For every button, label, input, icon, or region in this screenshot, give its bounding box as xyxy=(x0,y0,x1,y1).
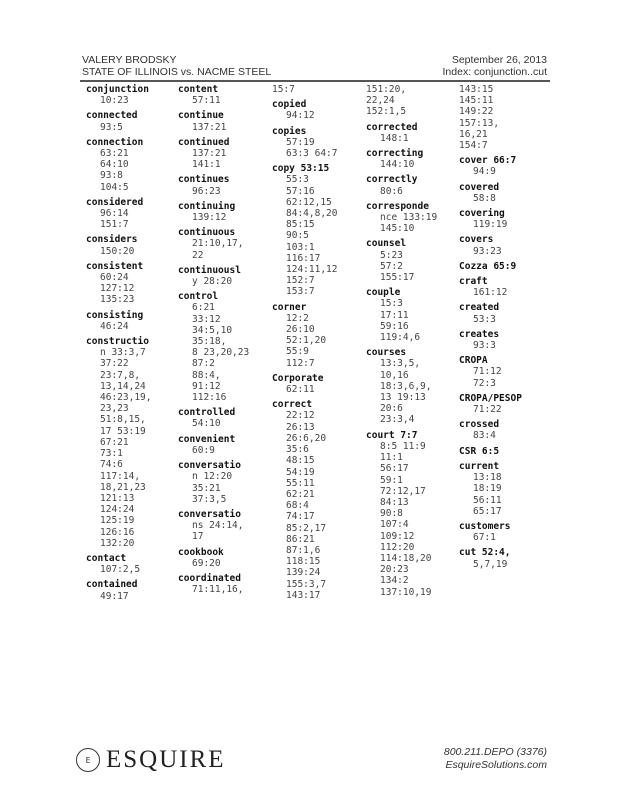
index-term: controlled xyxy=(178,407,236,419)
page-line-reference: 18:19 xyxy=(473,483,502,495)
page-line-reference: 23:7,8, xyxy=(100,369,141,381)
page-line-reference: y 28:20 xyxy=(192,276,233,288)
page-line-reference: 155:3,7 xyxy=(286,578,327,590)
page-line-reference: 57:11 xyxy=(192,95,221,107)
page-line-reference: 21:10,17, xyxy=(192,238,244,250)
page-line-reference: 17:11 xyxy=(380,309,409,321)
page-line-reference: 154:7 xyxy=(459,140,488,152)
page-line-reference: 48:15 xyxy=(286,455,315,467)
page-line-reference: 46:23,19, xyxy=(100,392,152,404)
index-entry xyxy=(272,99,366,121)
index-term: cookbook xyxy=(178,546,224,558)
page-line-reference: 139:24 xyxy=(286,567,321,579)
index-term: cut 52:4, xyxy=(459,547,511,559)
index-term: constructio xyxy=(86,336,149,348)
page-line-reference: 85:2,17 xyxy=(286,522,327,534)
page-line-reference: 8:5 11:9 xyxy=(380,440,426,452)
index-entry xyxy=(459,261,553,272)
index-term: counsel xyxy=(366,238,407,250)
index-term: contact xyxy=(86,552,127,564)
page-line-reference: 90:8 xyxy=(380,508,403,520)
index-entry xyxy=(459,84,553,151)
page-line-reference: 84:4,8,20 xyxy=(286,208,338,220)
index-entry xyxy=(86,234,180,256)
index-term: created xyxy=(459,302,500,314)
index-column xyxy=(272,84,366,605)
index-entry xyxy=(86,579,180,601)
header-right xyxy=(443,54,547,78)
page-line-reference: 60:24 xyxy=(100,272,129,284)
index-entry xyxy=(86,261,180,306)
index-entry xyxy=(459,446,553,457)
page-line-reference: 13:3,5, xyxy=(380,358,421,370)
index-term: continue xyxy=(178,110,224,122)
index-term: correctly xyxy=(366,174,418,186)
index-term: connected xyxy=(86,110,138,122)
page-line-reference: 112:20 xyxy=(380,541,415,553)
page-line-reference: 62:12,15 xyxy=(286,196,332,208)
page-line-reference: 150:20 xyxy=(100,245,135,257)
index-entry xyxy=(366,430,460,598)
index-entry xyxy=(459,234,553,256)
page-line-reference: 103:1 xyxy=(286,241,315,253)
index-entry xyxy=(459,419,553,441)
page-line-reference: 34:5,10 xyxy=(192,324,233,336)
index-entry xyxy=(272,399,366,601)
page-line-reference: 23:3,4 xyxy=(380,414,415,426)
index-term: crossed xyxy=(459,419,500,431)
index-entry xyxy=(366,122,460,144)
index-entry xyxy=(366,238,460,283)
index-term: continues xyxy=(178,174,230,186)
page-line-reference: 151:20, xyxy=(366,84,407,95)
page-line-reference: 5,7,19 xyxy=(473,558,508,570)
page-line-reference: n 12:20 xyxy=(192,471,233,483)
page-line-reference: 124:24 xyxy=(100,504,135,516)
index-entry xyxy=(459,393,553,415)
page-line-reference: 151:7 xyxy=(100,219,129,231)
page-line-reference: 143:17 xyxy=(286,589,321,601)
page-line-reference: 35:21 xyxy=(192,482,221,494)
index-entry xyxy=(86,110,180,132)
page-line-reference: 148:1 xyxy=(380,132,409,144)
page-line-reference: 139:12 xyxy=(192,212,227,224)
page-line-reference: 93:8 xyxy=(100,170,123,182)
index-term: covering xyxy=(459,208,505,220)
index-term: Corporate xyxy=(272,372,324,384)
witness-name: VALERY BRODSKY xyxy=(82,54,177,66)
page-line-reference: 23,23 xyxy=(100,403,129,415)
logo-text: ESQUIRE xyxy=(106,746,226,773)
index-term: continuous xyxy=(178,227,236,239)
page-line-reference: 10,16 xyxy=(380,369,409,381)
page-line-reference: 125:19 xyxy=(100,515,135,527)
page-line-reference: 20:6 xyxy=(380,403,403,415)
index-term: creates xyxy=(459,328,500,340)
index-entry xyxy=(178,227,272,261)
page-line-reference: 68:4 xyxy=(286,500,309,512)
page-line-reference: 117:14, xyxy=(100,470,141,482)
page-line-reference: 55:11 xyxy=(286,477,315,489)
page-line-reference: 96:14 xyxy=(100,208,129,220)
page-line-reference: 62:21 xyxy=(286,488,315,500)
page-line-reference: 83:4 xyxy=(473,430,496,442)
page-line-reference: 86:21 xyxy=(286,533,315,545)
page-line-reference: 71:12 xyxy=(473,366,502,378)
page-line-reference: 13,14,24 xyxy=(100,380,146,392)
page-line-reference: 126:16 xyxy=(100,526,135,538)
index-entry xyxy=(366,174,460,196)
index-term: copied xyxy=(272,99,307,111)
index-term: copies xyxy=(272,125,307,137)
page-line-reference: 20:23 xyxy=(380,564,409,576)
page-line-reference: 69:20 xyxy=(192,557,221,569)
page-line-reference: 127:12 xyxy=(100,283,135,295)
index-entry xyxy=(366,347,460,425)
page-line-reference: 161:12 xyxy=(473,287,508,299)
index-entry xyxy=(459,461,553,517)
page-line-reference: 145:11 xyxy=(459,95,494,107)
page-line-reference: 94:12 xyxy=(286,110,315,122)
index-term: copy 53:15 xyxy=(272,163,330,175)
page-line-reference: 55:3 xyxy=(286,174,309,186)
page-line-reference: 121:13 xyxy=(100,492,135,504)
page-line-reference: 62:11 xyxy=(286,384,315,396)
index-entry xyxy=(178,547,272,569)
page-line-reference: 26:6,20 xyxy=(286,432,327,444)
page-line-reference: 118:15 xyxy=(286,556,321,568)
index-entry xyxy=(459,208,553,230)
footer-phone: 800.211.DEPO (3376) xyxy=(443,746,547,758)
page-line-reference: 87:1,6 xyxy=(286,544,321,556)
page-line-reference: 132:20 xyxy=(100,537,135,549)
index-column xyxy=(86,84,180,606)
page-line-reference: 74:17 xyxy=(286,511,315,523)
page-line-reference: 65:17 xyxy=(473,505,502,517)
index-entry xyxy=(366,287,460,343)
index-term: continued xyxy=(178,136,230,148)
index-entry xyxy=(178,291,272,403)
index-term: courses xyxy=(366,347,407,359)
index-entry xyxy=(459,182,553,204)
index-entry xyxy=(272,126,366,160)
page-line-reference: 15:3 xyxy=(380,298,403,310)
page-line-reference: 26:10 xyxy=(286,324,315,336)
index-term: conjunction xyxy=(86,84,149,95)
page-line-reference: 112:7 xyxy=(286,357,315,369)
page-line-reference: 153:7 xyxy=(286,286,315,298)
index-entry xyxy=(178,110,272,132)
index-entry xyxy=(178,460,272,505)
page-line-reference: 5:23 xyxy=(380,249,403,261)
page-line-reference: 22,24 xyxy=(366,95,395,107)
index-term: content xyxy=(178,84,219,95)
index-entry xyxy=(86,197,180,231)
page-line-reference: 26:13 xyxy=(286,421,315,433)
page-line-reference: 119:19 xyxy=(473,219,508,231)
page-line-reference: 22 xyxy=(192,249,204,261)
index-entry xyxy=(366,84,460,118)
page-line-reference: 112:16 xyxy=(192,392,227,404)
index-term: continuousl xyxy=(178,264,241,276)
index-entry xyxy=(86,336,180,549)
page-line-reference: 74:6 xyxy=(100,459,123,471)
index-term: considers xyxy=(86,234,138,246)
page-line-reference: 137:21 xyxy=(192,148,227,160)
page-line-reference: 93:23 xyxy=(473,245,502,257)
page-line-reference: 124:11,12 xyxy=(286,264,338,276)
case-title: STATE OF ILLINOIS vs. NACME STEEL xyxy=(82,66,272,78)
page-line-reference: 114:18,20 xyxy=(380,552,432,564)
index-term: couple xyxy=(366,287,401,299)
index-entry xyxy=(178,573,272,595)
page-line-reference: 33:12 xyxy=(192,313,221,325)
page-line-reference: 119:4,6 xyxy=(380,332,421,344)
logo-mark-icon: E xyxy=(76,748,100,772)
page-line-reference: 51:8,15, xyxy=(100,414,146,426)
header-left xyxy=(82,54,271,78)
index-term: convenient xyxy=(178,433,236,445)
index-term: contained xyxy=(86,579,138,591)
page-line-reference: 144:10 xyxy=(380,159,415,171)
index-entry xyxy=(178,201,272,223)
page-line-reference: 11:1 xyxy=(380,452,403,464)
page-line-reference: 10:23 xyxy=(100,95,129,107)
page-line-reference: 73:1 xyxy=(100,448,123,460)
page-line-reference: 94:9 xyxy=(473,166,496,178)
page-line-reference: 135:23 xyxy=(100,294,135,306)
page-line-reference: 90:5 xyxy=(286,230,309,242)
page-line-reference: n 33:3,7 xyxy=(100,347,146,359)
page-line-reference: 141:1 xyxy=(192,159,221,171)
page-line-reference: 67:1 xyxy=(473,532,496,544)
page-line-reference: 59:16 xyxy=(380,320,409,332)
page-line-reference: 49:17 xyxy=(100,590,129,602)
page-line-reference: 57:2 xyxy=(380,260,403,272)
index-term: corresponde xyxy=(366,200,429,212)
page-line-reference: 18:3,6,9, xyxy=(380,380,432,392)
index-entry xyxy=(178,265,272,287)
index-term: conversatio xyxy=(178,508,241,520)
index-term: considered xyxy=(86,196,144,208)
index-entry xyxy=(272,84,366,95)
page-line-reference: 58:8 xyxy=(473,192,496,204)
page-line-reference: 59:1 xyxy=(380,474,403,486)
page-line-reference: 37:22 xyxy=(100,358,129,370)
page-line-reference: 63:21 xyxy=(100,148,129,160)
index-entry xyxy=(459,155,553,177)
index-entry xyxy=(366,201,460,235)
page-line-reference: 72:12,17 xyxy=(380,485,426,497)
index-entry xyxy=(86,553,180,575)
index-term: cover 66:7 xyxy=(459,155,517,167)
index-term: craft xyxy=(459,276,488,288)
page-line-reference: 54:10 xyxy=(192,418,221,430)
index-entry xyxy=(178,434,272,456)
page-line-reference: 8 23,20,23 xyxy=(192,347,250,359)
page-line-reference: 18,21,23 xyxy=(100,481,146,493)
index-term: consisting xyxy=(86,309,144,321)
page-line-reference: 107:2,5 xyxy=(100,564,141,576)
page-line-reference: 93:5 xyxy=(100,121,123,133)
index-term: CROPA xyxy=(459,355,488,367)
page-line-reference: 109:12 xyxy=(380,530,415,542)
page-line-reference: 22:12 xyxy=(286,410,315,422)
index-term: consistent xyxy=(86,260,144,272)
page-line-reference: 17 53:19 xyxy=(100,425,146,437)
page-line-reference: 35:18, xyxy=(192,336,227,348)
index-column xyxy=(178,84,272,599)
index-entry xyxy=(272,163,366,297)
footer-website: EsquireSolutions.com xyxy=(445,759,547,771)
index-term: conversatio xyxy=(178,460,241,472)
page-line-reference: 12:2 xyxy=(286,312,309,324)
index-entry xyxy=(459,276,553,298)
page-line-reference: 37:3,5 xyxy=(192,493,227,505)
page-line-reference: 145:10 xyxy=(380,223,415,235)
page-line-reference: 6:21 xyxy=(192,302,215,314)
index-entry xyxy=(459,302,553,324)
page-line-reference: 72:3 xyxy=(473,377,496,389)
page-line-reference: 107:4 xyxy=(380,519,409,531)
index-entry xyxy=(178,84,272,106)
index-term: coordinated xyxy=(178,572,241,584)
header-divider xyxy=(80,80,550,82)
page-line-reference: 87:2 xyxy=(192,358,215,370)
page-line-reference: 17 xyxy=(192,531,204,543)
page-line-reference: 143:15 xyxy=(459,84,494,95)
page-line-reference: 152:1,5 xyxy=(366,106,407,118)
page-line-reference: 88:4, xyxy=(192,369,221,381)
page-line-reference: 57:16 xyxy=(286,185,315,197)
index-entry xyxy=(178,174,272,196)
page-line-reference: 56:11 xyxy=(473,494,502,506)
index-entry xyxy=(178,509,272,543)
page-line-reference: 116:17 xyxy=(286,252,321,264)
page-line-reference: 80:6 xyxy=(380,185,403,197)
index-term: Cozza 65:9 xyxy=(459,260,517,272)
index-range: Index: conjunction..cut xyxy=(442,66,547,78)
index-entry xyxy=(86,84,180,106)
index-term: covers xyxy=(459,234,494,246)
index-term: correct xyxy=(272,399,313,411)
page-line-reference: 93:3 xyxy=(473,340,496,352)
page-line-reference: 155:17 xyxy=(380,272,415,284)
page-line-reference: 54:19 xyxy=(286,466,315,478)
deposition-date: September 26, 2013 xyxy=(451,54,547,66)
index-entry xyxy=(86,310,180,332)
page-line-reference: 152:7 xyxy=(286,275,315,287)
index-term: corrected xyxy=(366,121,418,133)
page-line-reference: 35:6 xyxy=(286,444,309,456)
page-line-reference: 67:21 xyxy=(100,436,129,448)
page-line-reference: 134:2 xyxy=(380,575,409,587)
index-term: CSR 6:5 xyxy=(459,445,500,457)
index-entry xyxy=(86,137,180,193)
index-entry xyxy=(459,521,553,543)
index-column xyxy=(459,84,553,574)
index-term: connection xyxy=(86,136,144,148)
page-line-reference: 64:10 xyxy=(100,159,129,171)
page-line-reference: 52:1,20 xyxy=(286,335,327,347)
page-line-reference: 46:24 xyxy=(100,320,129,332)
page-line-reference: 149:22 xyxy=(459,106,494,118)
index-term: customers xyxy=(459,520,511,532)
index-entry xyxy=(272,302,366,369)
page-line-reference: 53:3 xyxy=(473,313,496,325)
page-line-reference: 57:19 xyxy=(286,136,315,148)
index-term: covered xyxy=(459,181,500,193)
page-line-reference: 55:9 xyxy=(286,346,309,358)
esquire-logo xyxy=(76,746,226,774)
page-line-reference: 60:9 xyxy=(192,444,215,456)
page-line-reference: 91:12 xyxy=(192,380,221,392)
page-line-reference: 104:5 xyxy=(100,181,129,193)
page-line-reference: 63:3 64:7 xyxy=(286,148,338,160)
index-entry xyxy=(272,373,366,395)
index-term: continuing xyxy=(178,200,236,212)
index-term: CROPA/PESOP xyxy=(459,392,522,404)
index-column xyxy=(366,84,460,602)
footer-contact xyxy=(444,746,547,772)
page-line-reference: 137:21 xyxy=(192,121,227,133)
page-line-reference: 84:13 xyxy=(380,496,409,508)
index-entry xyxy=(366,148,460,170)
index-term: current xyxy=(459,460,500,472)
page-line-reference: 71:22 xyxy=(473,404,502,416)
page-line-reference: nce 133:19 xyxy=(380,212,438,224)
index-entry xyxy=(178,137,272,171)
page-line-reference: 13:18 xyxy=(473,472,502,484)
page-line-reference: 85:15 xyxy=(286,219,315,231)
index-entry xyxy=(178,407,272,429)
index-entry xyxy=(459,329,553,351)
index-term: court 7:7 xyxy=(366,429,418,441)
page-line-reference: 13 19:13 xyxy=(380,392,426,404)
page-line-reference: 96:23 xyxy=(192,185,221,197)
page-line-reference: 137:10,19 xyxy=(380,586,432,598)
page-line-reference: 71:11,16, xyxy=(192,584,244,596)
index-entry xyxy=(459,355,553,389)
page-line-reference: 157:13, xyxy=(459,117,500,129)
page-line-reference: 56:17 xyxy=(380,463,409,475)
page-line-reference: ns 24:14, xyxy=(192,520,244,532)
index-term: corner xyxy=(272,301,307,313)
page-line-reference: 16,21 xyxy=(459,128,488,140)
page-line-reference: 15:7 xyxy=(272,84,295,95)
index-term: correcting xyxy=(366,148,424,160)
index-term: control xyxy=(178,291,219,303)
index-entry xyxy=(459,547,553,569)
